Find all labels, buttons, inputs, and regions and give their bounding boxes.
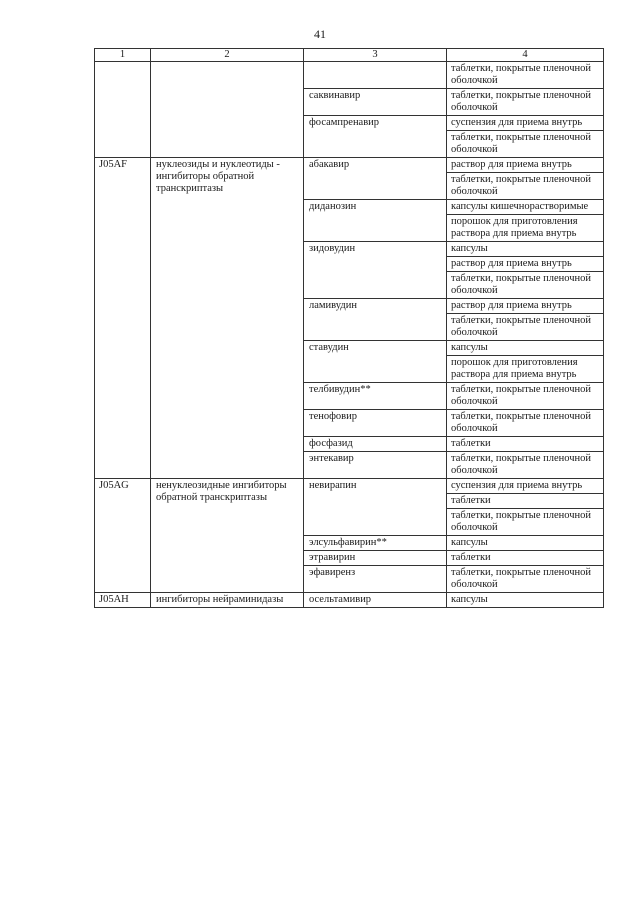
dosage-form-cell: раствор для приема внутрь bbox=[447, 158, 604, 173]
drug-name-cell: невирапин bbox=[304, 479, 447, 536]
dosage-form-cell: таблетки, покрытые пленочной оболочкой bbox=[447, 566, 604, 593]
drug-name-cell: элсульфавирин** bbox=[304, 536, 447, 551]
dosage-form-cell: таблетки, покрытые пленочной оболочкой bbox=[447, 131, 604, 158]
header-col-2: 2 bbox=[151, 49, 304, 62]
group-name-cell: ингибиторы нейраминидазы bbox=[151, 593, 304, 608]
atc-code-cell: J05AF bbox=[95, 158, 151, 479]
group-name-cell bbox=[151, 62, 304, 158]
atc-code-cell: J05AG bbox=[95, 479, 151, 593]
drug-name-cell: диданозин bbox=[304, 200, 447, 242]
dosage-form-cell: таблетки, покрытые пленочной оболочкой bbox=[447, 173, 604, 200]
drug-name-cell bbox=[304, 62, 447, 89]
page-number: 41 bbox=[314, 27, 326, 41]
dosage-form-cell: порошок для приготовления раствора для приема внутрь bbox=[447, 215, 604, 242]
group-name-cell: нуклеозиды и нуклеотиды - ингибиторы обратной транскриптазы bbox=[151, 158, 304, 479]
drug-name-cell: ламивудин bbox=[304, 299, 447, 341]
dosage-form-cell: таблетки, покрытые пленочной оболочкой bbox=[447, 62, 604, 89]
drug-name-cell: фосфазид bbox=[304, 437, 447, 452]
dosage-form-cell: таблетки, покрытые пленочной оболочкой bbox=[447, 272, 604, 299]
drug-name-cell: тенофовир bbox=[304, 410, 447, 437]
dosage-form-cell: таблетки bbox=[447, 494, 604, 509]
table-body bbox=[95, 62, 604, 608]
dosage-form-cell: капсулы bbox=[447, 242, 604, 257]
group-name-cell: ненуклеозидные ингибиторы обратной транскриптазы bbox=[151, 479, 304, 593]
drug-table bbox=[94, 48, 604, 608]
atc-code-cell: J05AH bbox=[95, 593, 151, 608]
drug-name-cell: ставудин bbox=[304, 341, 447, 383]
dosage-form-cell: таблетки, покрытые пленочной оболочкой bbox=[447, 383, 604, 410]
dosage-form-cell: капсулы bbox=[447, 536, 604, 551]
drug-name-cell: телбивудин** bbox=[304, 383, 447, 410]
dosage-form-cell: порошок для приготовления раствора для приема внутрь bbox=[447, 356, 604, 383]
drug-name-cell: этравирин bbox=[304, 551, 447, 566]
dosage-form-cell: суспензия для приема внутрь bbox=[447, 116, 604, 131]
drug-name-cell: абакавир bbox=[304, 158, 447, 200]
atc-code-cell bbox=[95, 62, 151, 158]
table-row bbox=[95, 479, 604, 494]
dosage-form-cell: раствор для приема внутрь bbox=[447, 257, 604, 272]
header-col-3: 3 bbox=[304, 49, 447, 62]
drug-name-cell: фосампренавир bbox=[304, 116, 447, 158]
drug-name-cell: эфавиренз bbox=[304, 566, 447, 593]
dosage-form-cell: таблетки, покрытые пленочной оболочкой bbox=[447, 89, 604, 116]
dosage-form-cell: таблетки bbox=[447, 437, 604, 452]
drug-name-cell: зидовудин bbox=[304, 242, 447, 299]
dosage-form-cell: таблетки bbox=[447, 551, 604, 566]
drug-name-cell: саквинавир bbox=[304, 89, 447, 116]
table-row bbox=[95, 158, 604, 173]
dosage-form-cell: раствор для приема внутрь bbox=[447, 299, 604, 314]
dosage-form-cell: таблетки, покрытые пленочной оболочкой bbox=[447, 452, 604, 479]
drug-name-cell: осельтамивир bbox=[304, 593, 447, 608]
dosage-form-cell: капсулы bbox=[447, 593, 604, 608]
dosage-form-cell: таблетки, покрытые пленочной оболочкой bbox=[447, 410, 604, 437]
dosage-form-cell: капсулы кишечнорастворимые bbox=[447, 200, 604, 215]
dosage-form-cell: суспензия для приема внутрь bbox=[447, 479, 604, 494]
header-row bbox=[95, 49, 604, 62]
table-row bbox=[95, 62, 604, 89]
table-row bbox=[95, 593, 604, 608]
dosage-form-cell: таблетки, покрытые пленочной оболочкой bbox=[447, 509, 604, 536]
header-col-4: 4 bbox=[447, 49, 604, 62]
drug-name-cell: энтекавир bbox=[304, 452, 447, 479]
dosage-form-cell: капсулы bbox=[447, 341, 604, 356]
header-col-1: 1 bbox=[95, 49, 151, 62]
dosage-form-cell: таблетки, покрытые пленочной оболочкой bbox=[447, 314, 604, 341]
